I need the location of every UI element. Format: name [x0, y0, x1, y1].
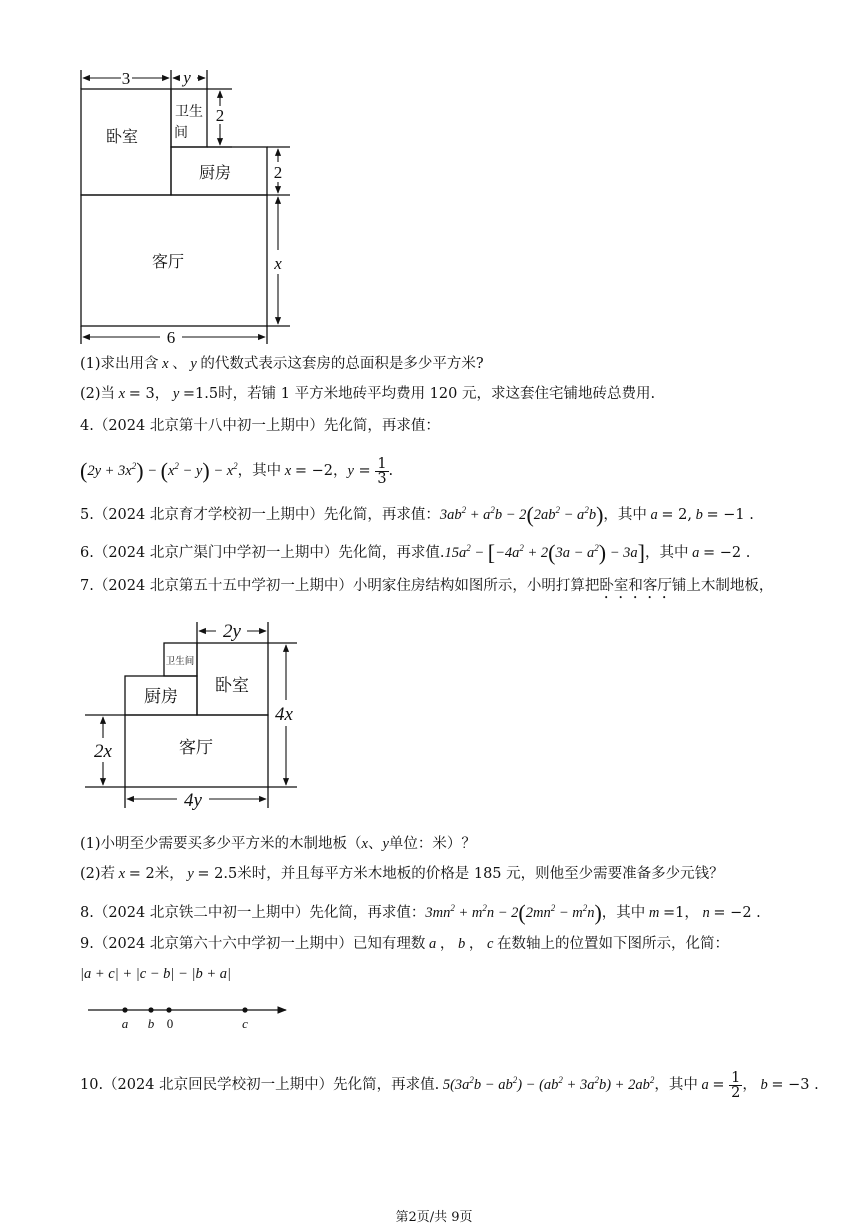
q7-part2: (2)若 x = 2米， y = 2.5米时，并且每平方米木地板的价格是 185 元，则他至少需要准备多少元钱？ — [80, 866, 724, 882]
dim-top-left: 3 — [121, 69, 131, 88]
point-c — [242, 1007, 247, 1012]
q4-expression: $(2y + 3x^2) - (x^2 - y) - x^2$，其中 x = −2，y = $\frac{1}{3}$ . — [80, 455, 394, 487]
q6: 6.（2024 北京广渠门中学初一上期中）先化简，再求值$.15a^2 - [-4a^2 + 2(3a - a^2) - 3a]$，其中 a = −2 . — [80, 540, 751, 565]
label-bedroom-2: 卧室 — [215, 676, 249, 695]
page-footer: 第2页/共 9页 — [395, 1210, 473, 1225]
dim-right-upper: 2 — [215, 106, 225, 125]
label-bath-top: 卫生 — [175, 105, 203, 120]
floor-plan-figure-2 — [85, 612, 315, 817]
dim-bottom: 6 — [166, 328, 176, 347]
label-bedroom: 卧室 — [105, 129, 139, 146]
q4-title: 4.（2024 北京第十八中初一上期中）先化简，再求值： — [80, 418, 440, 434]
label-b: b — [147, 1016, 155, 1031]
label-kitchen: 厨房 — [198, 165, 232, 182]
label-kitchen-2: 厨房 — [144, 687, 178, 706]
dim-right-middle: 2 — [273, 163, 283, 182]
dim-top-2y: 2y — [223, 621, 241, 642]
label-living: 客厅 — [151, 254, 185, 271]
q9-title: 9.（2024 北京第六十六中学初一上期中）已知有理数 a ， b ， c 在数轴上的位置如下图所示，化简： — [80, 936, 730, 952]
label-c: c — [242, 1016, 248, 1031]
point-b — [148, 1007, 153, 1012]
dim-left-2x: 2x — [94, 741, 112, 762]
q8: 8.（2024 北京铁二中初一上期中）先化简，再求值：$3mn^2 + m^2n - 2(2mn^2 - m^2n)$，其中 m =1， n = −2 . — [80, 900, 761, 925]
label-bath-2: 卫生间 — [165, 657, 195, 667]
label-a: a — [121, 1016, 129, 1031]
point-a — [122, 1007, 127, 1012]
q3-part1: (1)求出用含 x 、 y 的代数式表示这套房的总面积是多少平方米? — [80, 356, 484, 372]
dim-right-lower: x — [274, 254, 282, 273]
q3-part2: (2)当 x = 3， y =1.5时，若铺 1 平方米地砖平均费用 120 元，求这套住宅铺地砖总费用. — [80, 386, 656, 402]
label-bath-bottom: 间 — [174, 126, 188, 141]
dim-top-right: y — [183, 68, 191, 87]
q10: 10.（2024 北京回民学校初一上期中）先化简，再求值. $5(3a^2b - ab^2) - (ab^2 + 3a^2b) + 2ab^2$，其中 a = $\frac{1}{2}$ ， b = −3 . — [80, 1069, 819, 1101]
q9-expression: |a + c| + |c − b| − |b + a| — [80, 966, 231, 982]
label-zero: 0 — [166, 1016, 174, 1031]
q5: 5.（2024 北京育才学校初一上期中）先化简，再求值：$3ab^2 + a^2b - 2(2ab^2 - a^2b)$，其中 a = 2, b = −1 . — [80, 502, 754, 527]
q7-title: 7.（2024 北京第五十五中学初一上期中）小明家住房结构如图所示，小明打算把卧室和客厅铺上木制地板， — [80, 578, 774, 594]
q7-part1: (1)小明至少需要买多少平方米的木制地板（x、y单位：米）？ — [80, 836, 476, 852]
dim-bottom-4y: 4y — [184, 790, 202, 811]
dim-right-4x: 4x — [275, 704, 293, 725]
label-living-2: 客厅 — [179, 738, 213, 757]
point-zero — [166, 1007, 171, 1012]
floor-plan-figure-1 — [70, 62, 300, 352]
number-line — [85, 998, 300, 1036]
